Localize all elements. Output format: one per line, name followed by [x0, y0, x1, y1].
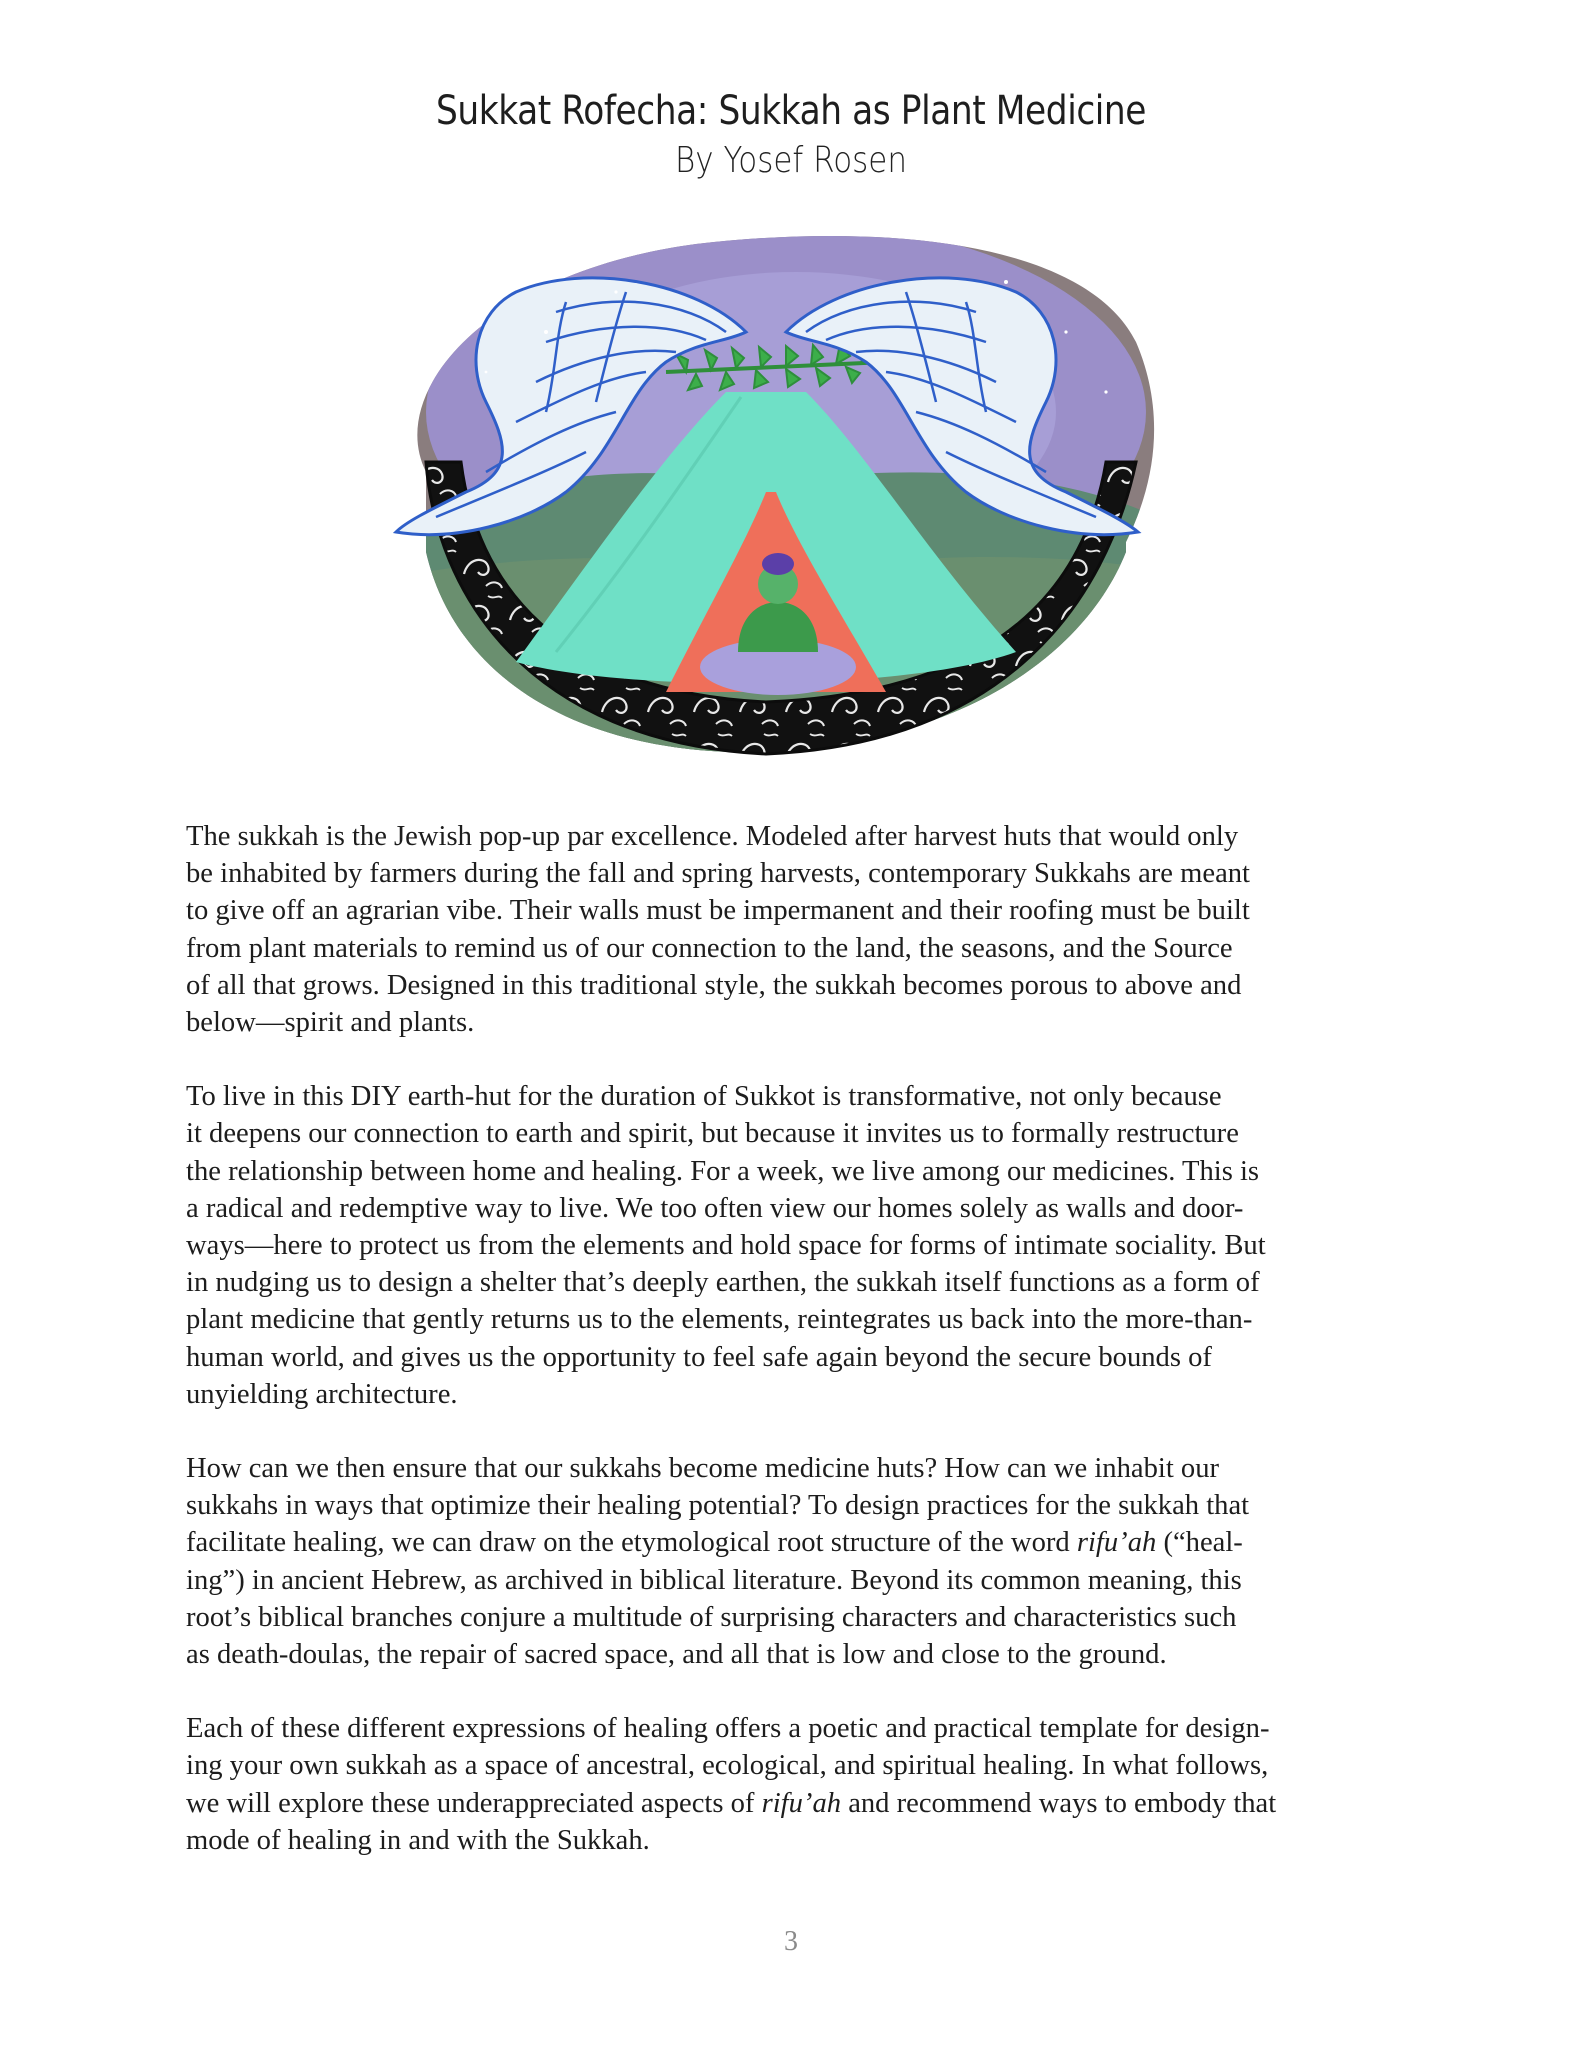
text-line: ing your own sukkah as a space of ancestral, ecological, and spiritual healing. In what follows,: [186, 1750, 1269, 1782]
paragraph: [186, 1710, 1396, 1859]
text-line: human world, and gives us the opportunity to feel safe again beyond the secure bounds of: [186, 1341, 1212, 1373]
text-line: The sukkah is the Jewish pop-up par excellence. Modeled after harvest huts that would only: [186, 821, 1239, 852]
page-title: Sukkat Rofecha: Sukkah as Plant Medicine: [435, 88, 1147, 134]
text-line: be inhabited by farmers during the fall and spring harvests, contemporary Sukkahs are meant: [186, 858, 1251, 890]
paragraph: [186, 1078, 1396, 1413]
text-run: we will explore these underappreciated aspects of: [186, 1787, 762, 1819]
text-line: unyielding architecture.: [186, 1378, 458, 1410]
text-line: plant medicine that gently returns us to the elements, reintegrates us back into the more-than-: [186, 1304, 1253, 1336]
text-run: and recommend ways to embody that: [841, 1787, 1277, 1819]
text-line: of all that grows. Designed in this traditional style, the sukkah becomes porous to above and: [186, 969, 1242, 1001]
text-line: the relationship between home and healing. For a week, we live among our medicines. This is: [186, 1155, 1260, 1187]
text-line: Each of these different expressions of healing offers a poetic and practical template for design-: [186, 1713, 1270, 1745]
text-line: mode of healing in and with the Sukkah.: [186, 1824, 650, 1856]
text-line: it deepens our connection to earth and spirit, but because it invites us to formally restructure: [186, 1118, 1239, 1150]
page-number: 3: [784, 1926, 798, 1957]
text-line: ways—here to protect us from the elements and hold space for forms of intimate sociality. But: [186, 1230, 1266, 1262]
author-byline: By Yosef Rosen: [675, 140, 907, 181]
text-line: below—spirit and plants.: [186, 1007, 475, 1039]
text-line: as death-doulas, the repair of sacred space, and all that is low and close to the ground.: [186, 1639, 1167, 1671]
text-line: How can we then ensure that our sukkahs become medicine huts? How can we inhabit our: [186, 1453, 1220, 1485]
paragraph: [186, 818, 1396, 1041]
text-line: [186, 1785, 1396, 1822]
text-line: to give off an agrarian vibe. Their walls must be impermanent and their roofing must be built: [186, 895, 1250, 927]
text-run: (“heal-: [1156, 1527, 1243, 1559]
text-line: root’s biblical branches conjure a multitude of surprising characters and characteristics such: [186, 1601, 1237, 1633]
article-body: [186, 818, 1396, 1896]
paragraph: [186, 1450, 1396, 1673]
text-run: facilitate healing, we can draw on the etymological root structure of the word: [186, 1527, 1077, 1559]
italic-term: rifu’ah: [1076, 1527, 1157, 1559]
sukkah-illustration: [366, 222, 1168, 762]
text-line: from plant materials to remind us of our connection to the land, the seasons, and the Source: [186, 932, 1233, 964]
text-line: sukkahs in ways that optimize their healing potential? To design practices for the sukkah that: [186, 1490, 1250, 1522]
text-line: To live in this DIY earth-hut for the duration of Sukkot is transformative, not only because: [186, 1081, 1222, 1113]
text-line: [186, 1524, 1396, 1561]
italic-term: rifu’ah: [761, 1787, 842, 1819]
text-line: ing”) in ancient Hebrew, as archived in biblical literature. Beyond its common meaning, this: [186, 1564, 1242, 1596]
text-line: a radical and redemptive way to live. We too often view our homes solely as walls and door-: [186, 1192, 1244, 1224]
text-line: in nudging us to design a shelter that’s deeply earthen, the sukkah itself functions as a form of: [186, 1267, 1260, 1299]
